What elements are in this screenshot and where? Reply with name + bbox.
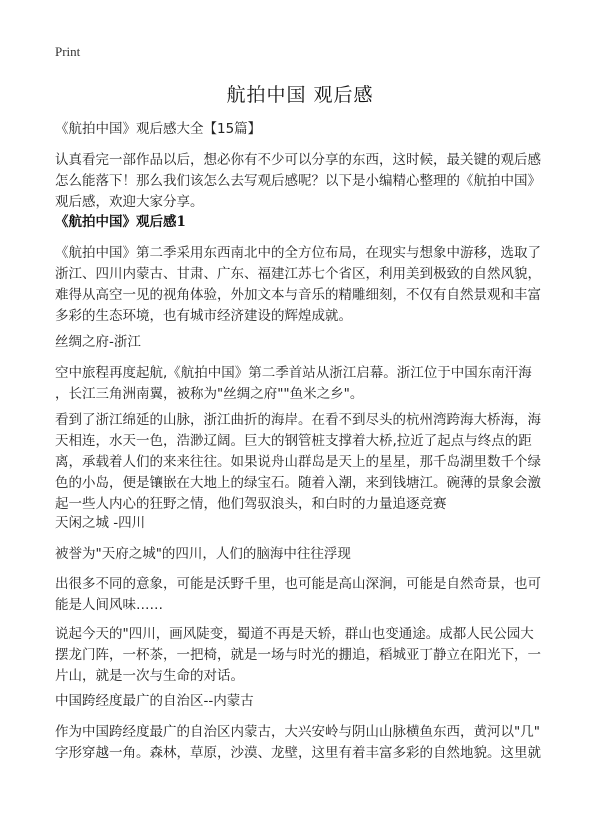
subheading: 中国跨经度最广的自治区--内蒙古 bbox=[55, 693, 254, 709]
paragraph-7 bbox=[55, 722, 550, 764]
paragraph-line: 作为中国跨经度最广的自治区内蒙古，大兴安岭与阴山山脉横鱼东西，黄河以"几" bbox=[55, 724, 540, 740]
subheading-sichuan bbox=[55, 513, 550, 534]
paragraph-line: 说起今天的"四川，画风陡变，蜀道不再是天轿，群山也变通途。成都人民公园大 bbox=[55, 626, 534, 642]
print-link[interactable]: Print bbox=[55, 44, 81, 59]
paragraph-line: 被誉为"天府之城"的四川，人们的脑海中往往浮现 bbox=[55, 546, 351, 562]
paragraph-line: 难得从高空一见的视角体验，外加文本与音乐的精雕细刻，不仅有自然景观和丰富 bbox=[55, 287, 541, 303]
paragraph-line: 浙江、四川内蒙古、甘肃、广东、福建江苏七个省区，利用美到极致的自然风貌， bbox=[55, 266, 541, 282]
section-heading-1 bbox=[55, 212, 550, 233]
paragraph-line: 起一些人内心的狂野之情，他们驾驭浪头，和白时的力量追逐竞赛 bbox=[55, 496, 447, 512]
subheading-neimenggu bbox=[55, 691, 550, 712]
subheading: 丝绸之府-浙江 bbox=[55, 334, 141, 350]
intro-line: 怎么能落下！那么我们该怎么去写观后感呢？以下是小编精心整理的《航拍中国》 bbox=[55, 173, 541, 189]
paragraph-line: 天相连，水天一色，浩渺辽阔。巨大的钢管桩支撑着大桥,拉近了起点与终点的距 bbox=[55, 433, 532, 449]
intro-line: 认真看完一部作品以后，想必你有不少可以分享的东西，这时候，最关键的观后感 bbox=[55, 152, 541, 168]
paragraph-2 bbox=[55, 363, 550, 405]
paragraph-4 bbox=[55, 544, 550, 565]
paragraph-6 bbox=[55, 624, 550, 687]
subtitle: 《航拍中国》观后感大全【15篇】 bbox=[55, 121, 262, 137]
paragraph-line: 能是人间风味…… bbox=[55, 597, 163, 613]
paragraph-line: 色的小岛，便是镶嵌在大地上的绿宝石。随着入潮，来到钱塘江。碗薄的景象会激 bbox=[55, 475, 541, 491]
paragraph-5 bbox=[55, 574, 550, 616]
page-title: 航拍中国 观后感 bbox=[226, 84, 374, 106]
paragraph-line: 空中旅程再度起航,《航拍中国》第二季首站从浙江启幕。浙江位于中国东南汗海 bbox=[55, 365, 532, 381]
subheading: 天闲之城 -四川 bbox=[55, 515, 146, 531]
section-heading: 《航拍中国》观后感1 bbox=[55, 214, 186, 230]
paragraph-line: 多彩的生态环境，也有城市经济建设的辉煌成就。 bbox=[55, 308, 352, 324]
paragraph-3 bbox=[55, 410, 550, 515]
subheading-zhejiang bbox=[55, 332, 550, 353]
paragraph-line: 看到了浙江绵延的山脉，浙江曲折的海岸。在看不到尽头的杭州湾跨海大桥海，海 bbox=[55, 412, 541, 428]
intro-paragraph bbox=[55, 150, 550, 213]
paragraph-line: 片山，就是一次与生命的对话。 bbox=[55, 668, 244, 684]
subtitle-block bbox=[55, 119, 550, 140]
paragraph-line: 字形穿越一角。森林，草原，沙漠、龙壁，这里有着丰富多彩的自然地貌。这里就 bbox=[55, 745, 541, 761]
paragraph-1 bbox=[55, 243, 550, 327]
paragraph-line: 离，承载着人们的来来往往。如果说舟山群岛是天上的星星，那千岛湖里数千个绿 bbox=[55, 454, 541, 470]
paragraph-line: 《航拍中国》第二季采用东西南北中的全方位布局，在现实与想象中游移，选取了 bbox=[55, 245, 541, 261]
paragraph-line: 摆龙门阵，一杯茶，一把椅，就是一场与时光的掤追，稻城亚丁静立在阳光下，一 bbox=[55, 647, 541, 663]
paragraph-line: ，长江三角洲南翼，被称为"丝绸之府""鱼米之乡"。 bbox=[55, 386, 364, 402]
intro-line: 观后感，欢迎大家分享。 bbox=[55, 194, 204, 210]
paragraph-line: 出很多不同的意象，可能是沃野千里，也可能是高山深涧，可能是自然奇景，也可 bbox=[55, 576, 541, 592]
